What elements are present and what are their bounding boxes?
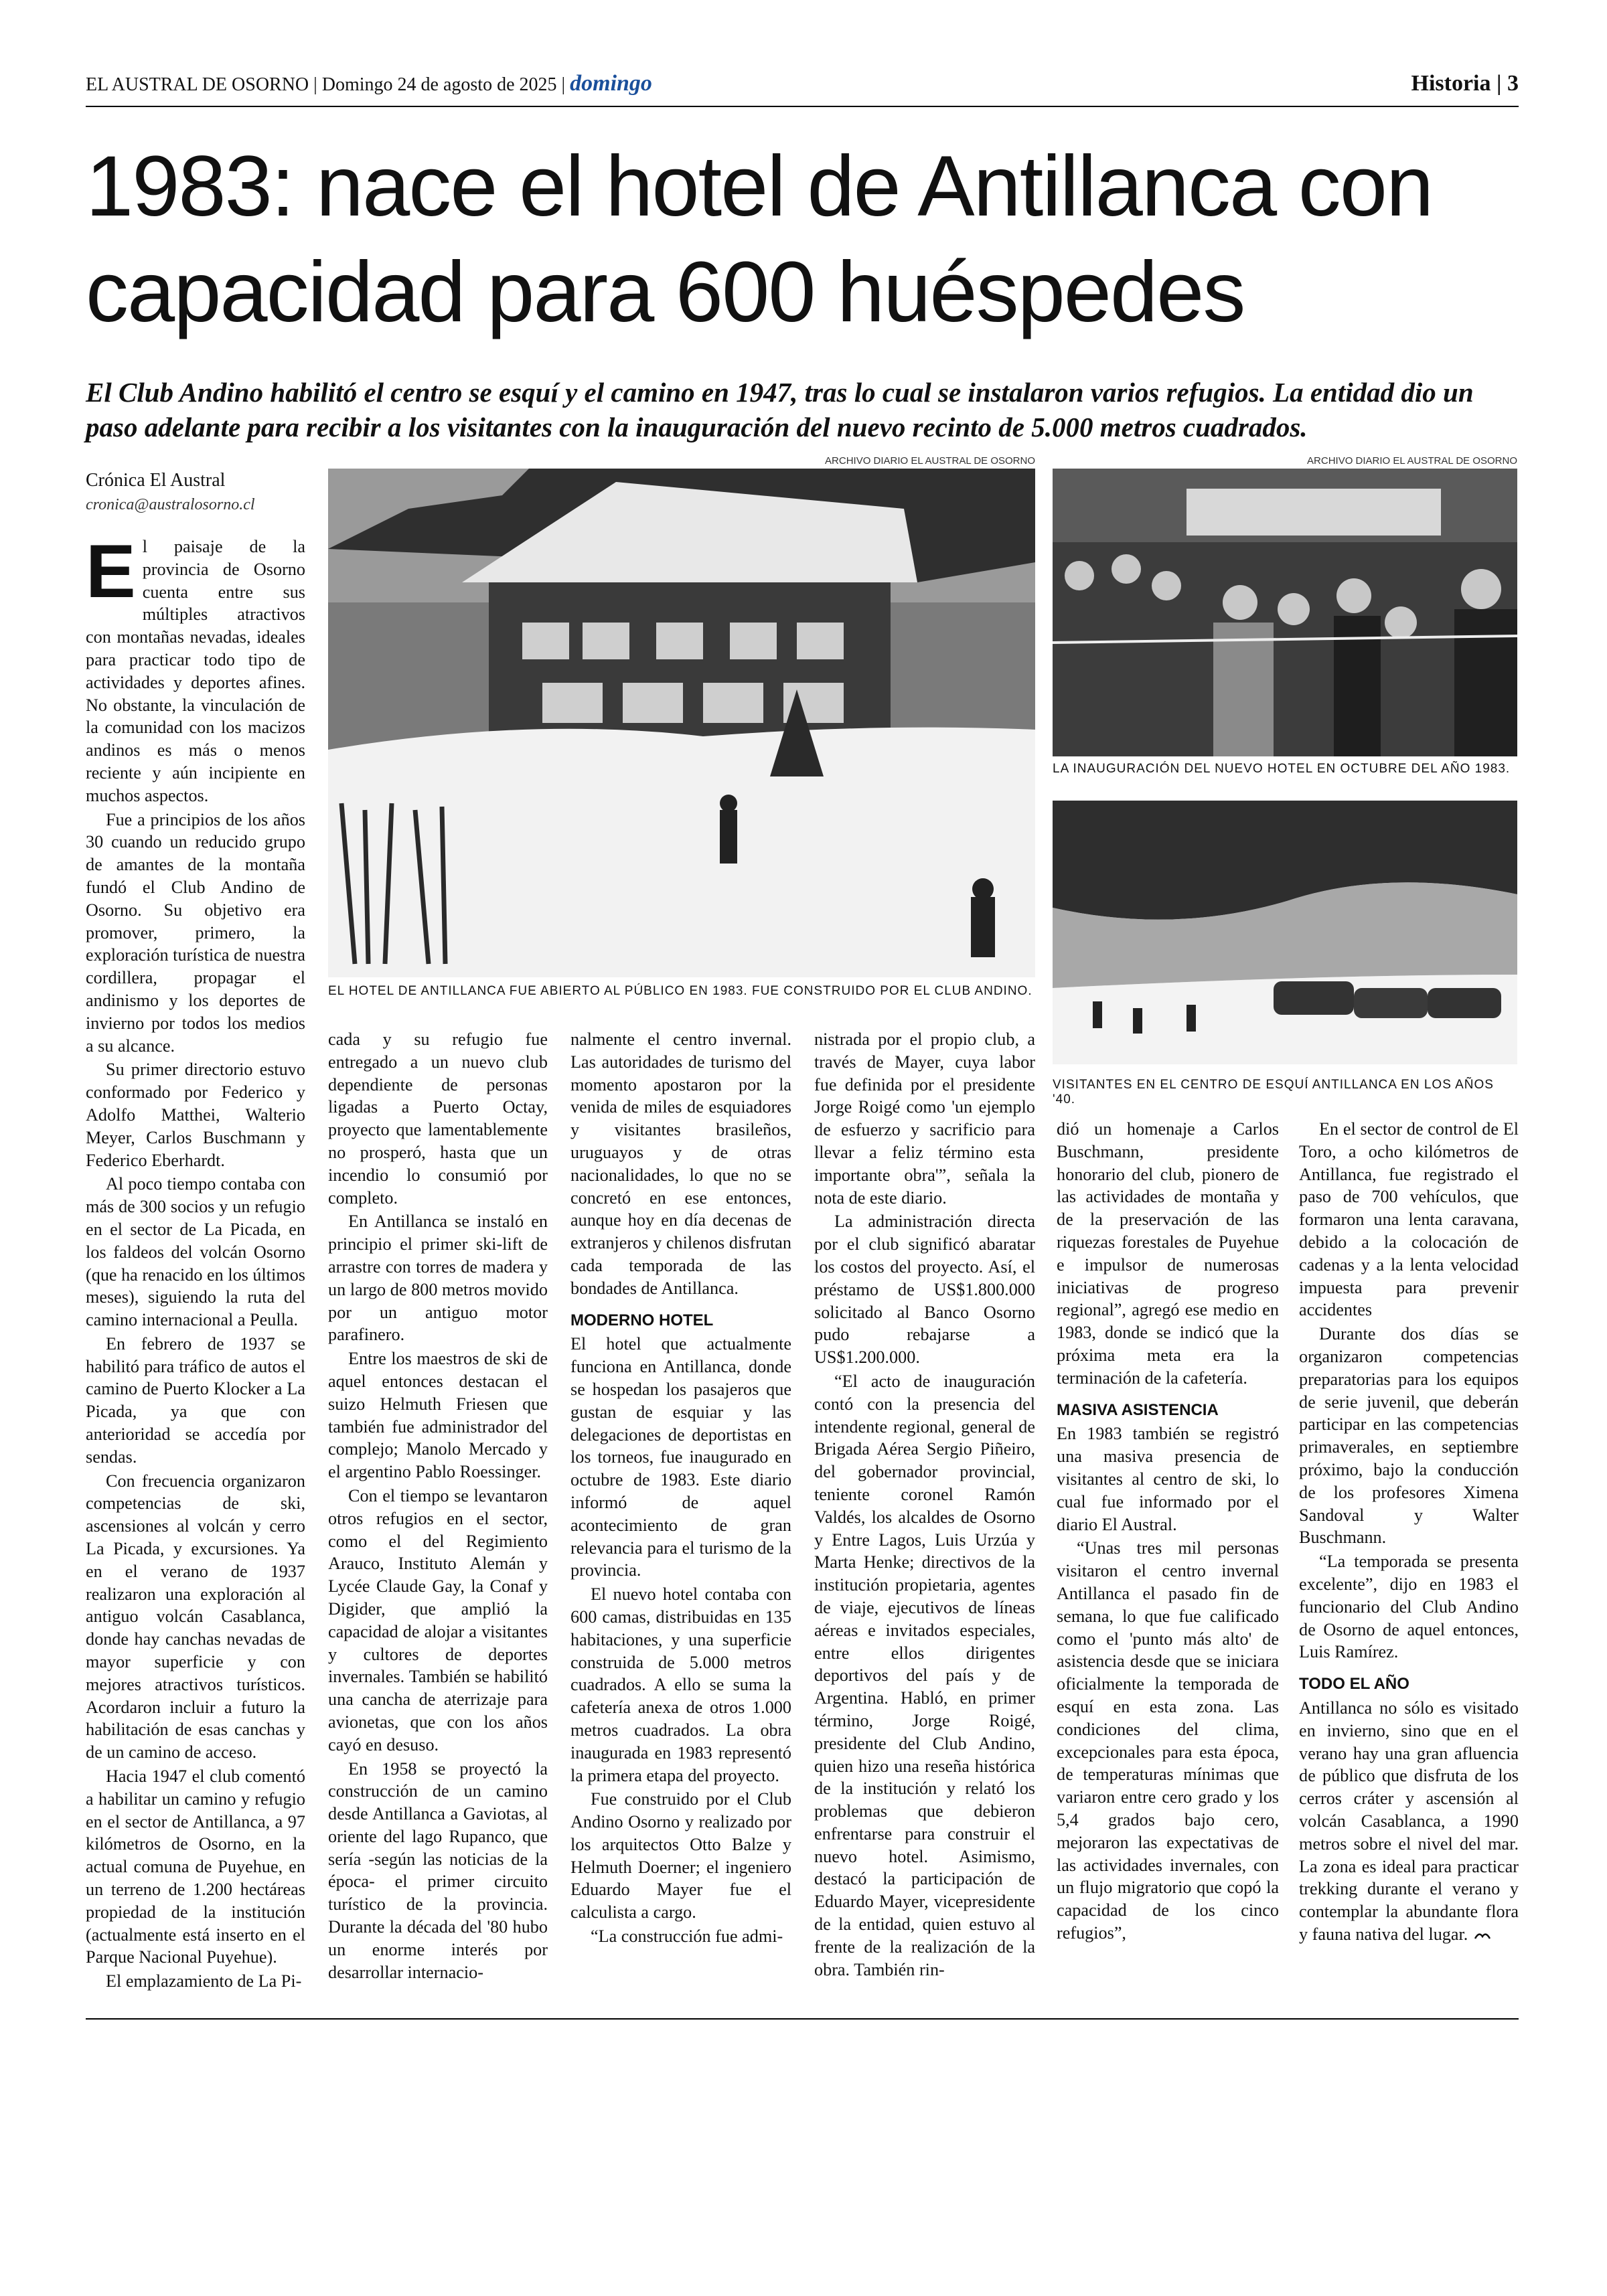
paragraph: Antillanca no sólo es visitado en invierno, sino que en el verano hay una gran afluencia de público que disfruta de los cerros cráter y ascensión al volcán Casablanca, a 1990 metros sobre el nivel del mar. La zona es ideal para practicar trekking durante el verano y contemplar la abundante flora y fauna nativa del lugar. — [1299, 1698, 1519, 1944]
inauguration-photo-caption: LA INAUGURACIÓN DEL NUEVO HOTEL EN OCTUBRE DEL AÑO 1983. — [1053, 762, 1511, 776]
paragraph: cada y su refugio fue entregado a un nuevo club dependiente de personas ligadas a Puerto Octay, proyecto que lamentablemente no prosperó, hasta que un incendio lo consumió por completo. — [328, 1030, 548, 1208]
paragraph: dió un homenaje a Carlos Buschmann, presidente honorario del club, pionero de las actividades de montaña y de la preservación de las riquezas forestales de Puyehue e impulsor de numerosas iniciativas de progreso regional”, agregó ese medio en 1983, donde se indicó que la próxima meta era la terminación de la cafetería. — [1057, 1119, 1279, 1388]
paragraph: nalmente el centro invernal. Las autoridades de turismo del momento apostaron por la venida de miles de esquiadores y visitantes brasileños, uruguayos y de otras nacionalidades, lo que no se concretó en ese entonces, aunque hoy en día decenas de extranjeros y chilenos disfrutan cada temporada de las bondades de Antillanca. — [570, 1030, 791, 1298]
column-2 — [328, 1028, 548, 1985]
end-mark-icon — [1472, 1930, 1493, 1942]
author-email: cronica@australosorno.cl — [86, 496, 255, 513]
inauguration-photo-credit: ARCHIVO DIARIO EL AUSTRAL DE OSORNO — [1307, 455, 1517, 467]
page-header: EL AUSTRAL DE OSORNO | Domingo 24 de agosto de 2025 | domingo Historia | 3 — [86, 67, 1519, 100]
author: Crónica El Austral — [86, 470, 226, 491]
paragraph: En febrero de 1937 se habilitó para tráfico de autos el camino de Puerto Klocker a La Picada, ya que con anterioridad se accedía por sendas. — [86, 1333, 305, 1467]
inauguration-photo-image — [1053, 469, 1517, 756]
paragraph: Con el tiempo se levantaron otros refugios en el sector, como el del Regimiento Arauco, Instituto Alemán y Lycée Claude Gay, la Conaf y Digider, que amplió la capacidad de alojar a visitantes y cultores de deportes invernales. También se habilitó una cancha de aterrizaje para avionetas, que con los años cayó en desuso. — [328, 1485, 548, 1754]
paragraph: Al poco tiempo contaba con más de 300 socios y un refugio en el sector de La Picada, en los faldeos del volcán Osorno (que ha renacido en los últimos meses), siguiendo la ruta del camino internacional a Peulla. — [86, 1174, 305, 1330]
footer-rule — [86, 2018, 1519, 2020]
visitors-photo-caption: VISITANTES EN EL CENTRO DE ESQUÍ ANTILLANCA EN LOS AÑOS '40. — [1053, 1078, 1494, 1106]
paragraph: En Antillanca se instaló en principio el primer ski-lift de arrastre con torres de madera y un largo de 800 metros movido por un antiguo motor parafinero. — [328, 1212, 548, 1345]
column-5 — [1057, 1118, 1279, 1946]
section-heading: MASIVA ASISTENCIA — [1057, 1400, 1219, 1419]
paragraph: Con frecuencia organizaron competencias de ski, ascensiones al volcán y cerro La Picada, y excursiones. Ya en el verano de 1937 realizaron una exploración al antiguo volcán Casablanca, donde hay canchas nevadas de mayor superficie y con mejores atractivos turísticos. Acordaron incluir a futuro la habilitación de esas canchas y de un camino de acceso. — [86, 1471, 305, 1762]
dropcap: E — [86, 529, 136, 613]
column-6 — [1299, 1118, 1519, 1947]
paragraph: En 1983 también se registró una masiva presencia de visitantes al centro de ski, lo cual fue informado por el diario El Austral. — [1057, 1424, 1279, 1534]
paragraph: En el sector de control de El Toro, a ocho kilómetros de Antillanca, fue registrado el paso de 700 vehículos, que formaron una lenta caravana, debido a la colocación de cadenas y a la lenta velocidad impuesta para prevenir accidentes — [1299, 1119, 1519, 1320]
article-subtitle: El Club Andino habilitó el centro se esquí y el camino en 1947, tras lo cual se instalaron varios refugios. La entidad dio un paso adelante para recibir a los visitantes con la inauguración del nuevo recinto de 5.000 metros cuadrados. — [86, 377, 1474, 442]
visitors-photo-image — [1053, 801, 1517, 1064]
column-3 — [570, 1028, 791, 1949]
paragraph: La administración directa por el club significó abaratar los costos del proyecto. Así, el préstamo de US$1.800.000 solicitado al Banco Osorno pudo rebajarse a US$1.200.000. — [814, 1212, 1035, 1368]
paragraph: El nuevo hotel contaba con 600 camas, distribuidas en 135 habitaciones, y una superficie construida de 5.000 metros cuadrados. A ello se suma la cafetería anexa de otros 1.000 metros cuadrados. La obra inaugurada en 1983 representó la primera etapa del proyecto. — [570, 1584, 791, 1785]
paragraph: “La construcción fue admi- — [591, 1926, 783, 1947]
paragraph: Fue construido por el Club Andino Osorno y realizado por los arquitectos Otto Balze y Helmuth Doerner; el ingeniero Eduardo Mayer fue el calculista a cargo. — [570, 1789, 791, 1922]
main-photo-credit: ARCHIVO DIARIO EL AUSTRAL DE OSORNO — [825, 455, 1035, 467]
byline — [86, 469, 313, 517]
paragraph: “El acto de inauguración contó con la presencia del intendente regional, general de Brigada Aérea Sergio Piñeiro, del gobernador provincial, teniente coronel Ramón Valdés, los alcaldes de Osorno y Entre Lagos, Luis Urzúa y Marta Henke; directivos de la institución propietaria, agentes de viaje, ejecutivos de líneas aéreas e invitados especiales, entre ellos dirigentes deportivos del país y de Argentina. Habló, en primer término, Jorge Roigé, presidente del Club Andino, quien hizo una reseña histórica de la institución y relató los problemas que debieron enfrentarse para construir el nuevo hotel. Asimismo, destacó la participación de Eduardo Mayer, vicepresidente de la entidad, quien estuvo al frente de la realización de la obra. También rin- — [814, 1371, 1035, 1979]
paragraph: El emplazamiento de La Pi- — [106, 1971, 302, 1991]
paragraph: “Unas tres mil personas visitaron el centro invernal Antillanca el pasado fin de semana, lo que fue calificado como el 'punto más alto' de asistencia desde que se iniciara oficialmente la temporada de esquí en esta zona. Las condiciones del clima, excepcionales para esta época, de temperaturas mínimas que variaron entre cero grado y los 5,4 grados bajo cero, mejoraron las expectativas de las actividades invernales, con un flujo migratorio que copó la capacidad de los cinco refugios”, — [1057, 1538, 1279, 1943]
paragraph: “La temporada se presenta excelente”, dijo en 1983 el funcionario del Club Andino de Osorno de aquel entonces, Luis Ramírez. — [1299, 1552, 1519, 1662]
inauguration-photo — [1053, 469, 1517, 756]
page-number: 3 — [1507, 71, 1519, 96]
section-page: Historia | 3 — [1411, 71, 1519, 96]
visitors-photo — [1053, 801, 1517, 1064]
issue-date: Domingo 24 de agosto de 2025 — [321, 74, 557, 95]
paragraph: nistrada por el propio club, a través de Mayer, cuya labor fue definida por el presidente Jorge Roigé como 'un ejemplo de esfuerzo y sacrificio para llevar a feliz término esta importante obra'”, señala la nota de este diario. — [814, 1030, 1035, 1208]
main-photo-caption: EL HOTEL DE ANTILLANCA FUE ABIERTO AL PÚBLICO EN 1983. FUE CONSTRUIDO POR EL CLUB ANDINO. — [328, 984, 1032, 998]
section-heading: MODERNO HOTEL — [570, 1311, 714, 1329]
paragraph: Su primer directorio estuvo conformado por Federico y Adolfo Matthei, Walterio Meyer, Carlos Buschmann y Federico Eberhardt. — [86, 1060, 305, 1170]
supplement-name: domingo — [570, 71, 652, 96]
column-1 — [86, 529, 305, 1994]
paragraph: El paisaje de la provincia de Osorno cuenta entre sus múltiples atractivos con montañas nevadas, ideales para practicar todo tipo de actividades y deportes afines. No obstante, la vinculación de la comunidad con los macizos andinos es más o menos reciente y aún incipiente en muchos aspectos. — [86, 529, 305, 805]
paragraph: En 1958 se proyectó la construcción de un camino desde Antillanca a Gaviotas, al oriente del lago Rupanco, que sería -según las noticias de la época- el primer circuito turístico de la provincia. Durante la década del '80 hubo un enorme interés por desarrollar internacio- — [328, 1758, 548, 1982]
section-heading: TODO EL AÑO — [1299, 1675, 1409, 1694]
section-name: Historia — [1411, 71, 1491, 96]
article-title: 1983: nace el hotel de Antillanca con capacidad para 600 huéspedes — [86, 139, 1433, 340]
column-4 — [814, 1028, 1035, 1982]
hotel-photo — [328, 469, 1035, 977]
newspaper-name: EL AUSTRAL DE OSORNO — [86, 74, 309, 95]
paragraph: El hotel que actualmente funciona en Antillanca, donde se hospedan los pasajeros que gustan de esquiar y las delegaciones de deportistas en los torneos, fue inaugurado en octubre de 1983. Este diario informó de aquel acontecimiento de gran relevancia para el turismo de la provincia. — [570, 1334, 791, 1580]
paragraph: Fue a principios de los años 30 cuando un reducido grupo de amantes de la montaña fundó el Club Andino de Osorno. Su objetivo era promover, primero, la exploración turística de nuestra cordillera, propagar el andinismo y los deportes de invierno por todos los medios a su alcance. — [86, 809, 305, 1056]
paragraph: Durante dos días se organizaron competencias preparatorias para los equipos de serie juvenil, que deberán participar en las competencias primaverales, en septiembre próximo, bajo la conducción de los profesores Ximena Sandoval y Walter Buschmann. — [1299, 1324, 1519, 1548]
header-rule — [86, 106, 1519, 107]
paragraph: Hacia 1947 el club comentó a habilitar un camino y refugio en el sector de Antillanca, a 97 kilómetros de Osorno, en la actual comuna de Puyehue, en un terreno de 1.200 hectáreas propiedad de la institución (actualmente está inserto en el Parque Nacional Puyehue). — [86, 1767, 305, 1967]
paragraph: Entre los maestros de ski de aquel entonces destacan el suizo Helmuth Friesen que también fue administrador del complejo; Manolo Mercado y el argentino Pablo Roessinger. — [328, 1349, 548, 1482]
hotel-photo-image — [328, 469, 1035, 977]
